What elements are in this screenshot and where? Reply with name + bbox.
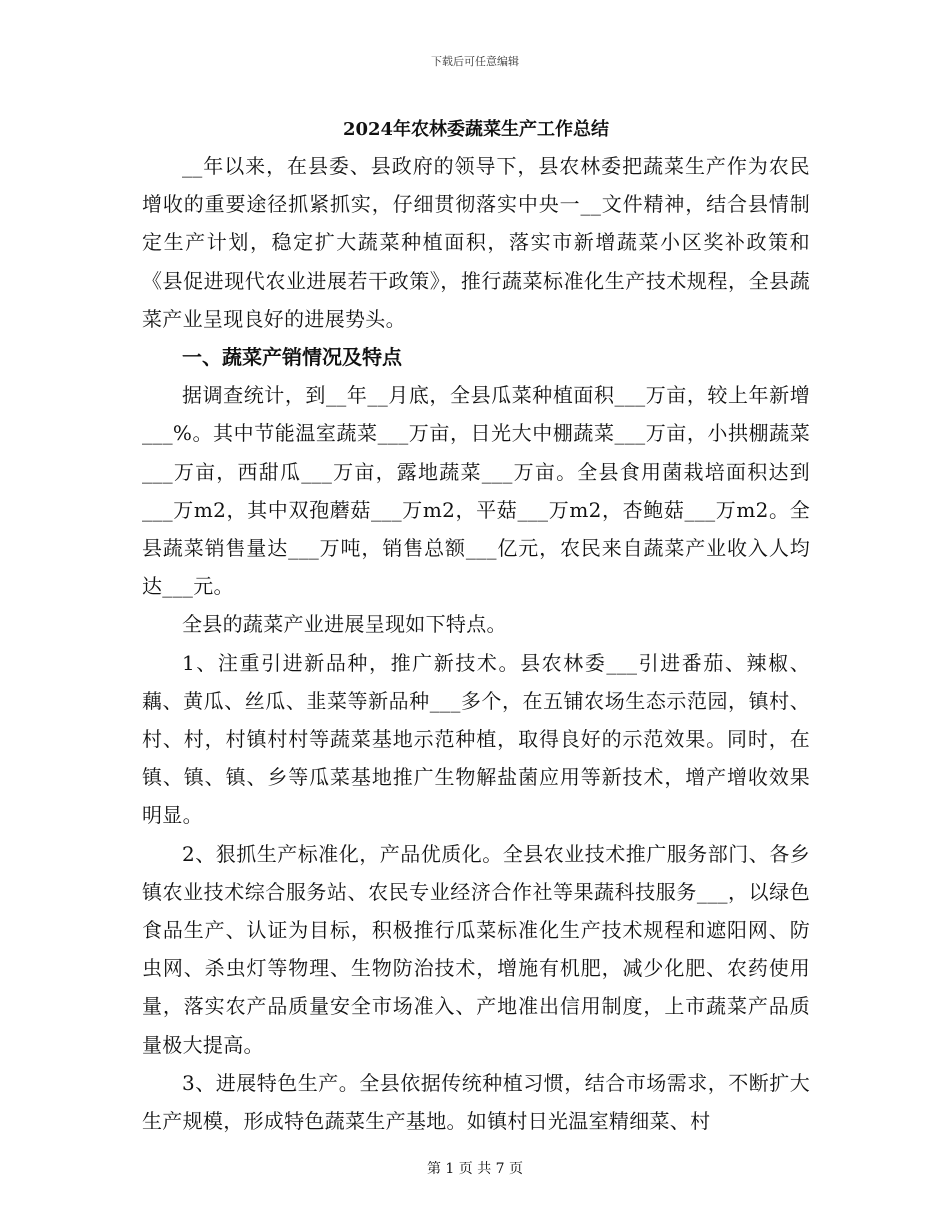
section-heading-1: 一、蔬菜产销情况及特点 [182, 345, 402, 370]
point-1-paragraph: 1、注重引进新品种，推广新技术。县农林委___引进番茄、辣椒、藕、黄瓜、丝瓜、韭菜等新品种___多个，在五铺农场生态示范园，镇村、村、村，村镇村村等蔬菜基地示范种植，取得良好的示范效果。同时，在镇、镇、镇、乡等瓜菜基地推广生物解盐菌应用等新技术，增产增收效果明显。 [142, 650, 810, 828]
statistics-paragraph: 据调查统计，到__年__月底，全县瓜菜种植面积___万亩，较上年新增___%。其中节能温室蔬菜___万亩，日光大中棚蔬菜___万亩，小拱棚蔬菜___万亩，西甜瓜___万亩，露地蔬菜___万亩。全县食用菌栽培面积达到___万m2，其中双孢蘑菇___万m2，平菇___万m2，杏鲍菇___万m2。全县蔬菜销售量达___万吨，销售总额___亿元，农民来自蔬菜产业收入人均达___元。 [142, 383, 810, 599]
features-intro-paragraph: 全县的蔬菜产业进展呈现如下特点。 [182, 612, 507, 637]
intro-paragraph: __年以来，在县委、县政府的领导下，县农林委把蔬菜生产作为农民增收的重要途径抓紧抓实，仔细贯彻落实中央一__文件精神，结合县情制定生产计划，稳定扩大蔬菜种植面积，落实市新增蔬菜小区奖补政策和《县促进现代农业进展若干政策》，推行蔬菜标准化生产技术规程，全县蔬菜产业呈现良好的进展势头。 [142, 154, 810, 331]
point-2-paragraph: 2、狠抓生产标准化，产品优质化。全县农业技术推广服务部门、各乡镇农业技术综合服务站、农民专业经济合作社等果蔬科技服务___，以绿色食品生产、认证为目标，积极推行瓜菜标准化生产技术规程和遮阳网、防虫网、杀虫灯等物理、生物防治技术，增施有机肥，减少化肥、农药使用量，落实农产品质量安全市场准入、产地准出信用制度，上市蔬菜产品质量极大提高。 [142, 841, 810, 1057]
point-3-paragraph: 3、进展特色生产。全县依据传统种植习惯，结合市场需求，不断扩大生产规模，形成特色蔬菜生产基地。如镇村日光温室精细菜、村 [142, 1070, 810, 1134]
page-number: 第 1 页 共 7 页 [426, 1161, 524, 1177]
document-title: 2024年农林委蔬菜生产工作总结 [342, 119, 610, 140]
page-header-note: 下载后可任意编辑 [431, 55, 519, 68]
document-body [142, 113, 810, 1140]
